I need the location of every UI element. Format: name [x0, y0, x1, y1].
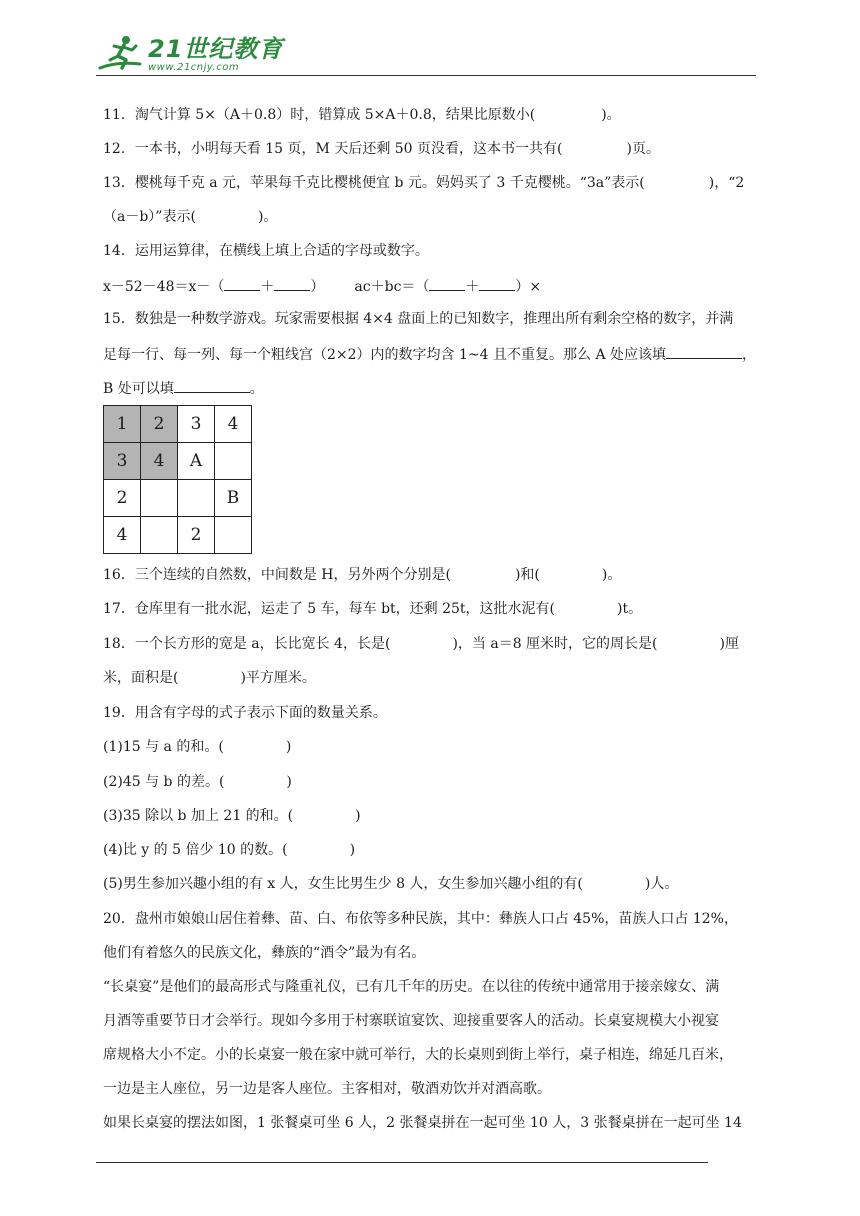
sudoku-cell: 4: [104, 517, 141, 554]
sudoku-cell: 2: [141, 406, 178, 443]
question-19-part-3: (3)35 除以 b 加上 21 的和。( ): [103, 808, 361, 824]
sudoku-cell: [215, 517, 252, 554]
question-20-line-6: 一边是主人座位，另一边是客人座位。主客相对，敬酒劝饮并对酒高歌。: [103, 1081, 551, 1097]
sudoku-row: [104, 443, 252, 480]
footer-divider: [96, 1162, 708, 1163]
logo-title: 21世纪教育: [148, 35, 284, 63]
question-15-line-3: B 处可以填 。: [103, 378, 264, 398]
sudoku-cell-b: B: [215, 480, 252, 517]
question-11: 11．淘气计算 5×（A＋0.8）时，错算成 5×A＋0.8，结果比原数小( )。: [103, 107, 621, 123]
question-19-part-5: (5)男生参加兴趣小组的有 x 人，女生比男生少 8 人，女生参加兴趣小组的有( )人。: [103, 876, 679, 892]
sudoku-cell: 4: [215, 406, 252, 443]
question-18-line-2: 米，面积是( )平方厘米。: [103, 670, 316, 686]
sudoku-cell: [141, 480, 178, 517]
question-13-line-2: （a－b）”表示( )。: [103, 209, 278, 225]
answer-blank[interactable]: [224, 276, 260, 291]
sudoku-cell: [141, 517, 178, 554]
answer-blank-b[interactable]: [174, 378, 250, 393]
question-20-line-2: 他们有着悠久的民族文化，彝族的“酒令”最为有名。: [103, 945, 426, 961]
question-19-part-1: (1)15 与 a 的和。( ): [103, 739, 292, 755]
sudoku-cell: 2: [178, 517, 215, 554]
logo: [96, 34, 283, 74]
question-15-line-1: 15．数独是一种数学游戏。玩家需要根据 4×4 盘面上的已知数字，推理出所有剩余空格的数字，并满: [103, 311, 734, 327]
page-header: [96, 30, 756, 80]
question-12: 12．一本书，小明每天看 15 页，M 天后还剩 50 页没看，这本书一共有( )页。: [103, 141, 660, 157]
answer-blank[interactable]: [479, 276, 515, 291]
sudoku-cell: 3: [104, 443, 141, 480]
question-19-part-2: (2)45 与 b 的差。( ): [103, 774, 292, 790]
answer-blank-a[interactable]: [666, 344, 742, 359]
question-14-expressions: x－52－48＝x－（ ＋ ） ac＋bc＝（ ＋ ）×: [103, 276, 541, 296]
question-13-line-1: 13．樱桃每千克 a 元，苹果每千克比樱桃便宜 b 元。妈妈买了 3 千克樱桃。“3a”表示( )，“2: [103, 175, 745, 191]
question-15-line-2: 足每一行、每一列、每一个粗线宫（2×2）内的数字均含 1~4 且不重复。那么 A 处应该填 ，: [103, 344, 756, 364]
logo-url: www.21cnjy.com: [148, 62, 240, 73]
sudoku-row: [104, 406, 252, 443]
question-14-title: 14．运用运算律，在横线上填上合适的字母或数字。: [103, 243, 429, 259]
question-16: 16．三个连续的自然数，中间数是 H，另外两个分别是( )和( )。: [103, 567, 622, 583]
question-20-line-5: 席规格大小不定。小的长桌宴一般在家中就可举行，大的长桌则到街上举行，桌子相连，绵延几百米，: [103, 1047, 733, 1063]
question-17: 17．仓库里有一批水泥，运走了 5 车，每车 bt，还剩 25t，这批水泥有( )t。: [103, 601, 643, 617]
sudoku-row: [104, 480, 252, 517]
question-20-line-1: 20．盘州市娘娘山居住着彝、苗、白、布依等多种民族，其中：彝族人口占 45%，苗族人口占 12%，: [103, 911, 738, 927]
question-20-line-4: 月酒等重要节日才会举行。现如今多用于村寨联谊宴饮、迎接重要客人的活动。长桌宴规模大小视宴: [103, 1013, 719, 1029]
sudoku-cell: 2: [104, 480, 141, 517]
answer-blank[interactable]: [274, 276, 310, 291]
sudoku-cell: 4: [141, 443, 178, 480]
sudoku-cell: 3: [178, 406, 215, 443]
answer-blank[interactable]: [429, 276, 465, 291]
question-20-line-3: “长桌宴”是他们的最高形式与隆重礼仪，已有几千年的历史。在以往的传统中通常用于接亲嫁女、满: [103, 979, 720, 995]
question-20-line-7: 如果长桌宴的摆法如图，1 张餐桌可坐 6 人，2 张餐桌拼在一起可坐 10 人，3 张餐桌拼在一起可坐 14: [103, 1115, 742, 1131]
question-18-line-1: 18．一个长方形的宽是 a，长比宽长 4，长是( )，当 a＝8 厘米时，它的周长是( )厘: [103, 636, 739, 652]
sudoku-cell: [215, 443, 252, 480]
sudoku-row: [104, 517, 252, 554]
header-divider: [96, 75, 756, 76]
sudoku-cell-a: A: [178, 443, 215, 480]
question-19-title: 19．用含有字母的式子表示下面的数量关系。: [103, 705, 387, 721]
sudoku-grid: [103, 405, 252, 554]
question-19-part-4: (4)比 y 的 5 倍少 10 的数。( ): [103, 842, 356, 858]
sudoku-cell: [178, 480, 215, 517]
sudoku-cell: 1: [104, 406, 141, 443]
runner-logo-icon: [96, 34, 144, 74]
